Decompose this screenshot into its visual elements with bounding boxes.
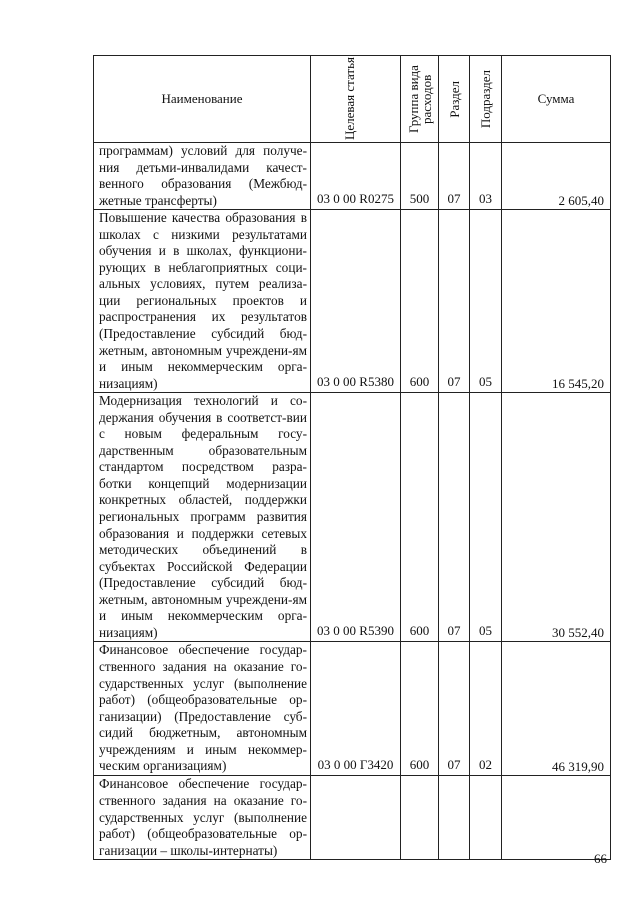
row-sum xyxy=(502,776,611,860)
header-name: Наименование xyxy=(94,56,311,143)
row-group: 600 xyxy=(401,642,439,776)
budget-table xyxy=(93,55,611,860)
row-subsection xyxy=(470,776,502,860)
header-target: Целевая статья xyxy=(311,56,401,143)
row-name: Модернизация технологий и со-держания обучения в соответст-вии с новым федеральным госу-дарственным образовательным стандартом посредством разра-ботки концепций модернизации конкретных областей, поддержки региональных программ развития образования и поддержки сетевых методических объединений в субъектах Российской Федерации (Предоставление субсидий бюд-жетным, автономным учреждени-ям и иным некоммерческим орга-низациям) xyxy=(94,393,311,642)
page-number: 66 xyxy=(594,851,607,866)
row-section: 07 xyxy=(439,393,470,642)
row-sum: 46 319,90 xyxy=(502,642,611,776)
row-group: 600 xyxy=(401,210,439,393)
table-row xyxy=(94,210,611,393)
row-sum: 2 605,40 xyxy=(502,143,611,210)
header-subsection: Подраздел xyxy=(470,56,502,143)
row-sum: 30 552,40 xyxy=(502,393,611,642)
table-row xyxy=(94,642,611,776)
row-section xyxy=(439,776,470,860)
table-header-row xyxy=(94,56,611,143)
row-group xyxy=(401,776,439,860)
row-target: 03 0 00 R0275 xyxy=(311,143,401,210)
row-group: 600 xyxy=(401,393,439,642)
row-name: программам) условий для получе-ния детьми-инвалидами качест-венного образования (Межбюд-жетные трансферты) xyxy=(94,143,311,210)
row-target xyxy=(311,776,401,860)
header-section: Раздел xyxy=(439,56,470,143)
row-section: 07 xyxy=(439,642,470,776)
row-section: 07 xyxy=(439,210,470,393)
row-section: 07 xyxy=(439,143,470,210)
row-subsection: 03 xyxy=(470,143,502,210)
table-row xyxy=(94,393,611,642)
row-name: Финансовое обеспечение государ-ственного задания на оказание го-сударственных услуг (выполнение работ) (общеобразовательные ор-ганизации – школы-интернаты) xyxy=(94,776,311,860)
header-group: Группа вида расходов xyxy=(401,56,439,143)
row-subsection: 02 xyxy=(470,642,502,776)
row-name: Повышение качества образования в школах с низкими результатами обучения и в школах, функциони-рующих в неблагоприятных соци-альных условиях, путем реализа-ции региональных проектов и распространения их результатов (Предоставление субсидий бюд-жетным, автономным учреждени-ям и иным некоммерческим орга-низациям) xyxy=(94,210,311,393)
table-row xyxy=(94,143,611,210)
row-sum: 16 545,20 xyxy=(502,210,611,393)
row-target: 03 0 00 R5390 xyxy=(311,393,401,642)
row-target: 03 0 00 Г3420 xyxy=(311,642,401,776)
row-group: 500 xyxy=(401,143,439,210)
header-sum: Сумма xyxy=(502,56,611,143)
row-target: 03 0 00 R5380 xyxy=(311,210,401,393)
table-row xyxy=(94,776,611,860)
row-name: Финансовое обеспечение государ-ственного задания на оказание го-сударственных услуг (выполнение работ) (общеобразовательные ор-ганизации) (Предоставление суб-сидий бюджетным, автономным учреждениям и иным некоммер-ческим организациям) xyxy=(94,642,311,776)
row-subsection: 05 xyxy=(470,210,502,393)
row-subsection: 05 xyxy=(470,393,502,642)
